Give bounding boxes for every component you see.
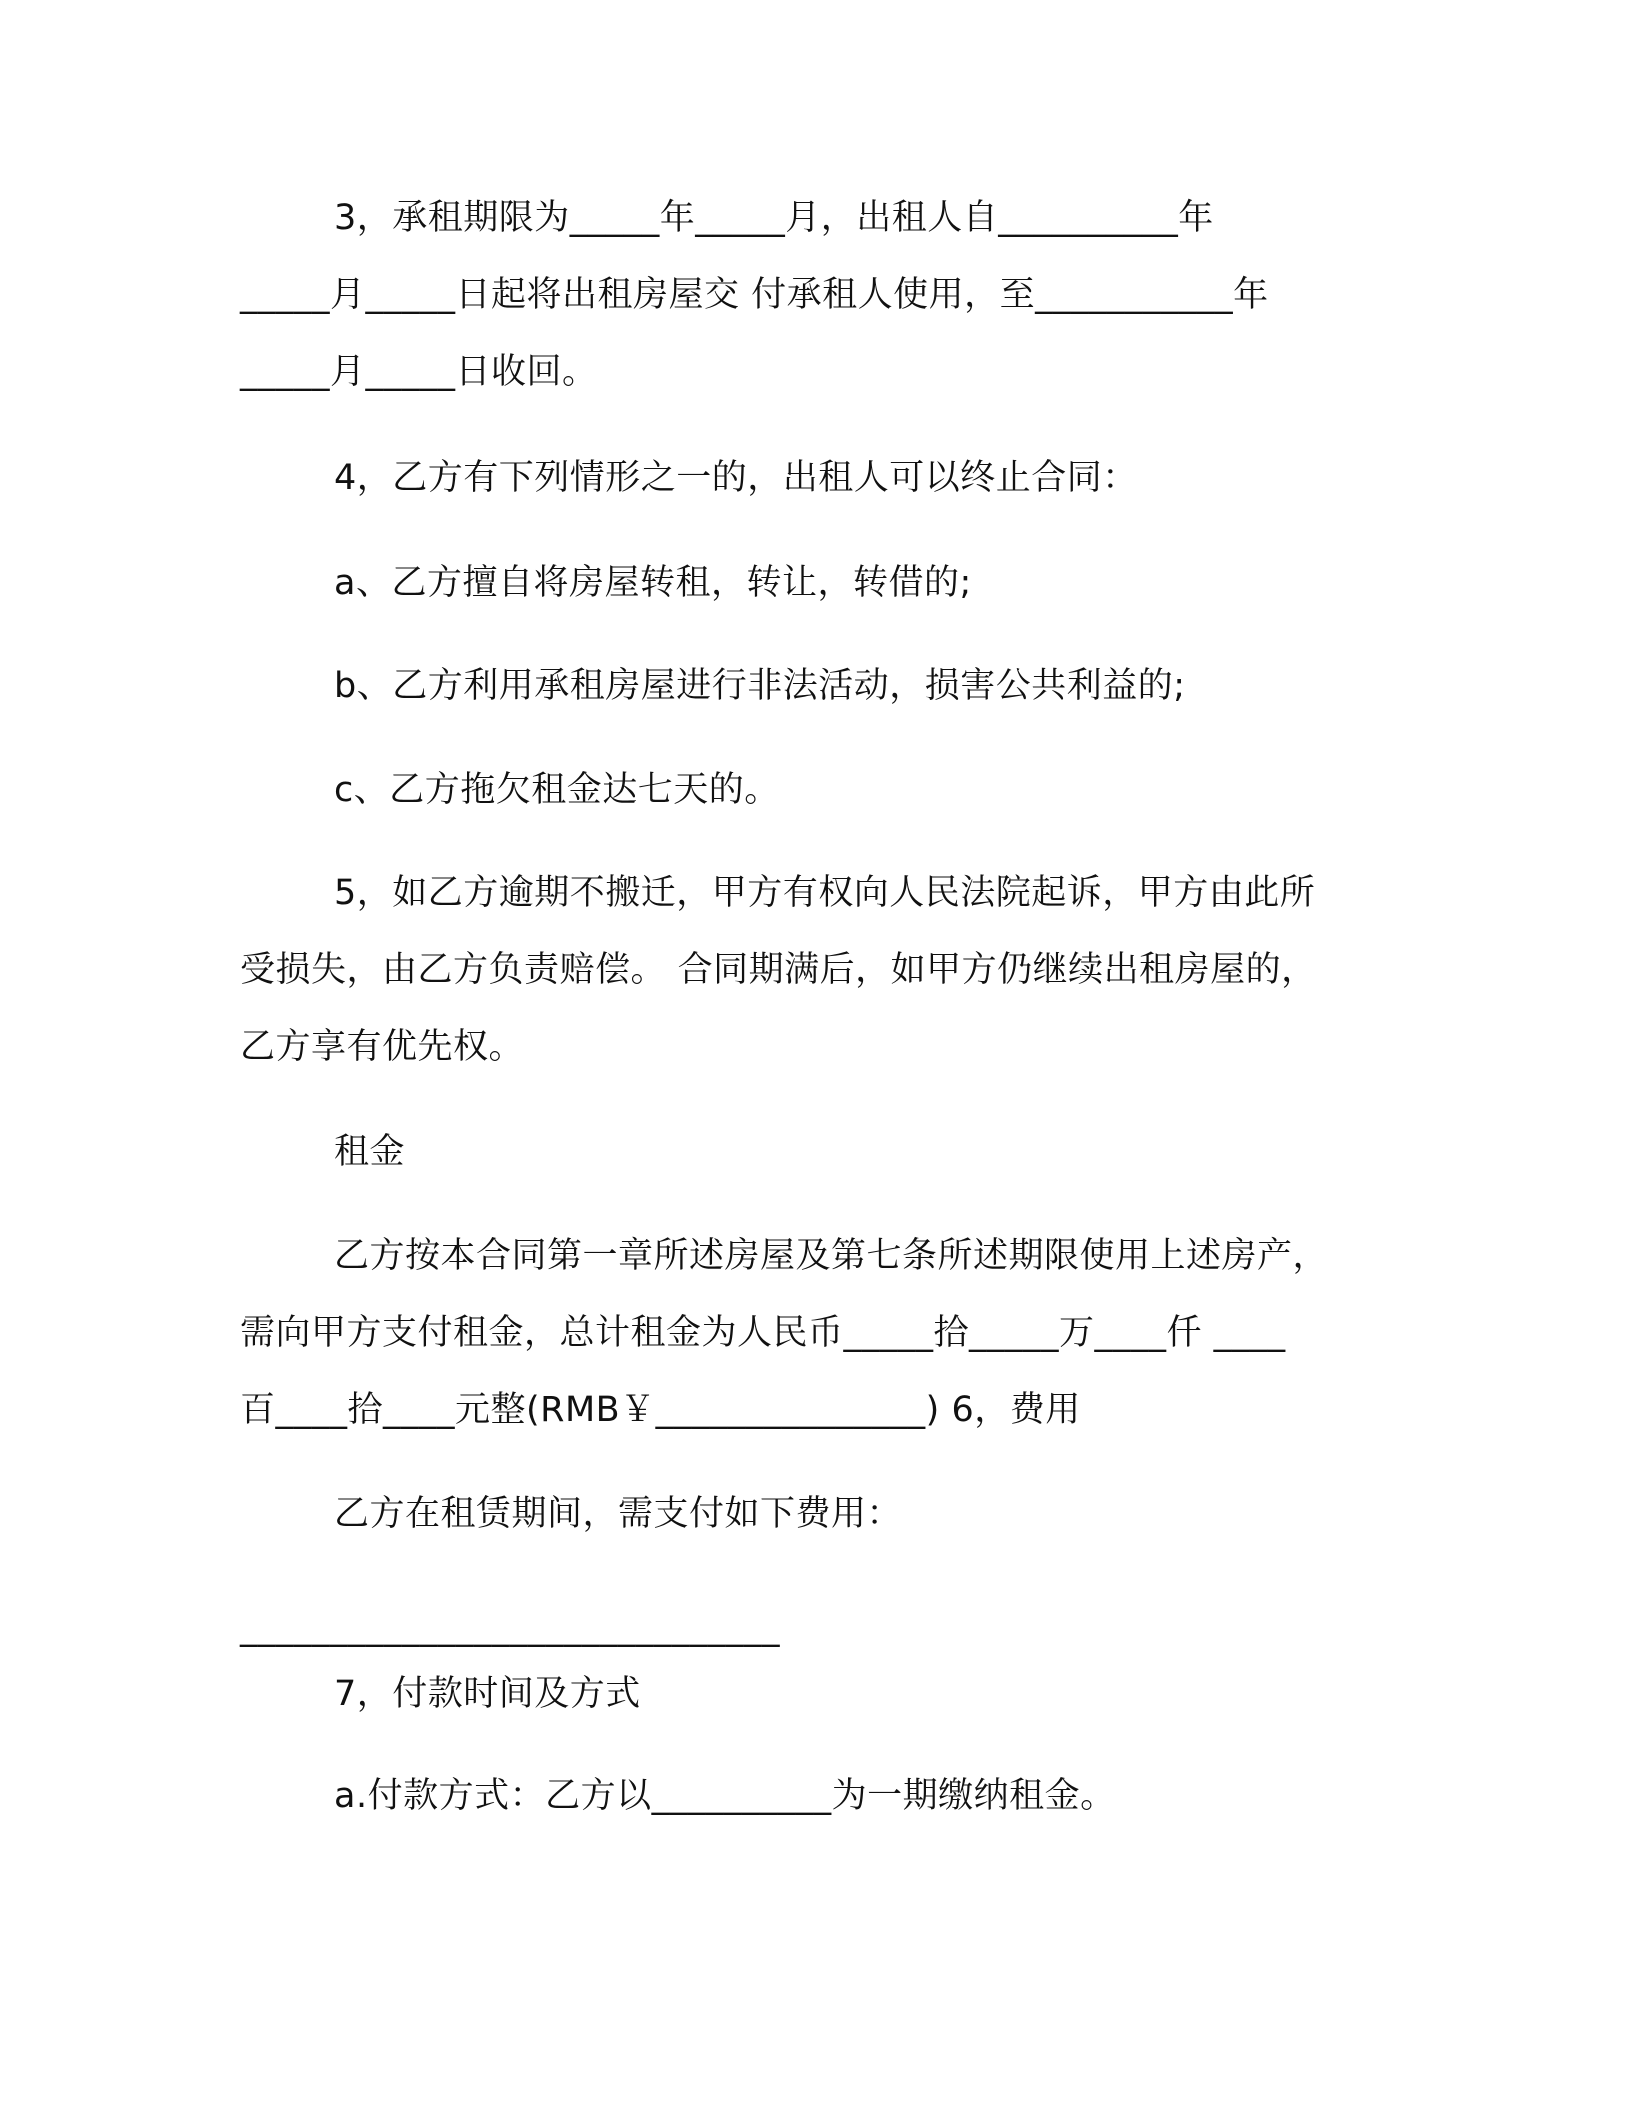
clause-4-item-b-text: b、乙方利用承租房屋进行非法活动，损害公共利益的;: [334, 666, 1186, 706]
clause-3-line-2: _____月_____日起将出租房屋交 付承租人使用，至___________年: [240, 275, 1269, 315]
clause-7-heading-text: 7，付款时间及方式: [334, 1674, 641, 1714]
clause-4-item-b: [240, 648, 1370, 725]
clause-5-line-1: 5，如乙方逾期不搬迁，甲方有权向人民法院起诉，甲方由此所: [334, 873, 1316, 913]
clause-4-item-a-text: a、乙方擅自将房屋转租，转让，转借的;: [334, 563, 972, 603]
clause-7-heading: [240, 1656, 1370, 1733]
rent-heading-text: 租金: [334, 1132, 406, 1172]
clause-3-term: [240, 180, 1370, 411]
rent-paragraph-line-1: 乙方按本合同第一章所述房屋及第七条所述期限使用上述房产，: [334, 1236, 1329, 1276]
clause-3-line-1: 3，承租期限为_____年_____月，出租人自__________年: [334, 198, 1214, 238]
fees-intro: [240, 1476, 1370, 1553]
rent-paragraph-line-3: 百____拾____元整(RMB￥_______________) 6，费用: [240, 1390, 1081, 1430]
clause-4-item-a: [240, 545, 1370, 622]
payment-method: [240, 1758, 1370, 1835]
fees-intro-text: 乙方在租赁期间，需支付如下费用：: [334, 1494, 903, 1534]
clause-5-line-2: 受损失，由乙方负责赔偿。 合同期满后，如甲方仍继续出租房屋的，: [240, 950, 1317, 990]
payment-method-text: a.付款方式：乙方以__________为一期缴纳租金。: [334, 1776, 1116, 1816]
rent-paragraph-line-2: 需向甲方支付租金，总计租金为人民币_____拾_____万____仟 ____: [240, 1313, 1286, 1353]
rent-heading: [240, 1114, 1370, 1191]
fees-blank-line: ______________________________: [240, 1608, 780, 1648]
clause-3-line-3: _____月_____日收回。: [240, 352, 598, 392]
clause-4-item-c: [240, 752, 1370, 829]
clause-4-item-c-text: c、乙方拖欠租金达七天的。: [334, 770, 780, 810]
clause-4-intro-text: 4，乙方有下列情形之一的，出租人可以终止合同：: [334, 458, 1138, 498]
clause-5-line-3: 乙方享有优先权。: [240, 1027, 525, 1067]
rent-paragraph: [240, 1218, 1370, 1449]
clause-5: [240, 855, 1370, 1086]
clause-4-intro: [240, 440, 1370, 517]
